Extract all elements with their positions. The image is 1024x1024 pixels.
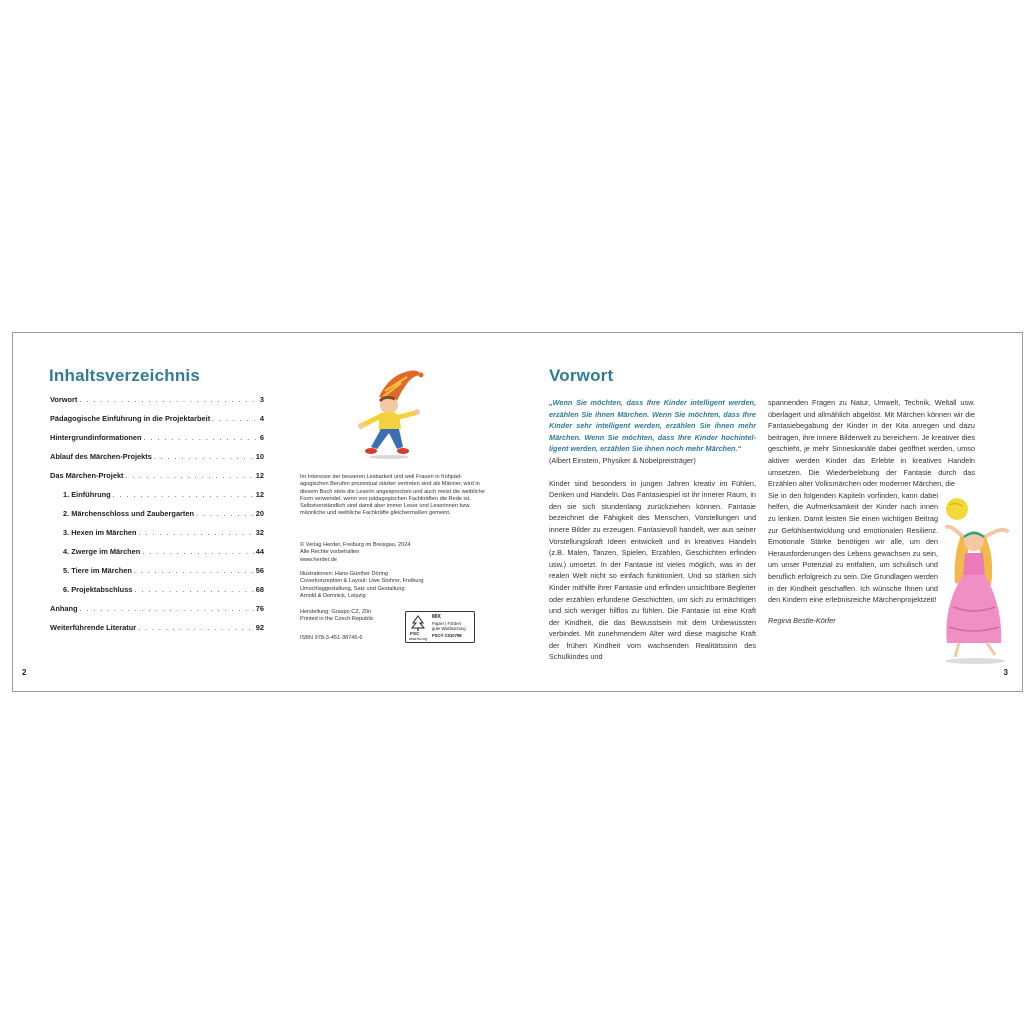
toc-dot-leader (138, 623, 254, 632)
toc-entry (50, 509, 264, 528)
toc-dot-leader (144, 433, 258, 442)
toc-entry (50, 623, 264, 642)
printed-in-line: Printed in the Czech Republic (300, 616, 374, 623)
foreword-column-1 (549, 397, 756, 663)
fsc-tree-icon (410, 615, 426, 631)
toc-entry (50, 433, 264, 452)
toc-entry-label: Ablauf des Märchen-Projekts (50, 452, 152, 461)
toc-entry (50, 528, 264, 547)
toc-entry-page: 92 (255, 623, 264, 632)
toc-entry-page: 3 (259, 395, 264, 404)
toc-entry-page: 44 (255, 547, 264, 556)
toc-entry (50, 414, 264, 433)
toc-entry-label: 5. Tiere im Märchen (63, 566, 132, 575)
body-text-col1: Kinder sind besonders in jungen Jahren kreativ im Fühlen, Denken und Handeln. Das Fantasiespiel ist ihr innerer Raum, in den sie sich stundenlang zurückziehen können. Fantasie bezeichnet die Fähigkeit des Menschen, Vorstellungen und innere Bilder zu erzeugen. Fantasievoll handelt, wer aus seiner Vorstellungskraft Ideen entwickelt und in kreatives Handeln (z.B. Malen, Tanzen, Spielen, Erzählen, Geschichten erfinden usw.) umsetzt. In der Fantasie ist vieles möglich, was in der realen Welt nicht so einfach funktioniert. Und so stärken sich Kinder mithilfe ihrer Fantasie und erfinden unsichtbare Begleiter oder erzählen erfundene Geschichten, um sich zu ermächtigen und sich weniger hilflos zu fühlen. Die Fantasie ist eine Kraft der Kindheit, die das Bewusstsein mit dem Unbewussten verbindet. Mit zunehmendem Alter wird diese magische Kraft der frühen Kindheit vom wachsenden Realitätssinn des Schulkindes und (549, 478, 756, 662)
toc-entry (50, 471, 264, 490)
copyright-block (300, 542, 410, 564)
toc-dot-leader (79, 395, 258, 404)
author-signature: Regina Bestle-Körfer (768, 615, 836, 625)
toc-entry-label: 1. Einführung (63, 490, 111, 499)
fsc-code: FSC® C010798 (432, 633, 462, 638)
toc-entry-label: 4. Zwerge im Märchen (63, 547, 141, 556)
toc-entry-label: 6. Projektabschluss (63, 585, 133, 594)
design-credit-company: Arnold & Domnick, Leipzig (300, 592, 366, 599)
toc-title: Inhaltsverzeichnis (49, 366, 200, 385)
toc-entry (50, 566, 264, 585)
gender-note: Im Interesse der besseren Lesbarkeit und weil Frauen in frühpäd-agogischen Berufen prozentual stärker vertreten sind als Männer, wird in diesem Buch stets die Leserin angesprochen und auch meist die weibliche Form verwendet, wenn von pädagogischen Fachkräften die Rede ist. Selbstverständlich sind damit aber immer Leser und Leserinnen bzw. männliche und weibliche Fachkräfte gleichermaßen gemeint. (300, 474, 485, 517)
toc-entry (50, 585, 264, 604)
toc-dot-leader (142, 547, 254, 556)
page-number-right: 3 (1003, 668, 1008, 677)
production-line: Herstellung: Graspo CZ, Zlín (300, 609, 372, 615)
boy-illustration (349, 369, 427, 461)
toc-dot-leader (134, 585, 253, 594)
toc-dot-leader (139, 528, 254, 537)
toc-dot-leader (154, 452, 254, 461)
toc-entry-label: Hintergrundinformationen (50, 433, 142, 442)
toc-entry (50, 452, 264, 471)
quote-source: (Albert Einstein, Physiker & Nobelpreisträger) (549, 455, 696, 465)
toc-entry-label: Vorwort (50, 395, 78, 404)
toc-entry-label: Das Märchen-Projekt (50, 471, 124, 480)
toc-entry-label: Pädagogische Einführung in die Projektarbeit (50, 414, 211, 423)
einstein-quote: „Wenn Sie möchten, dass Ihre Kinder intelligent werden, erzählen Sie ihnen Märchen. Wenn Sie möchten, dass Ihre Kinder sehr intelligent werden, erzählen Sie ihnen mehr Märchen. Wenn Sie möchten, dass Ihre Kinder hochintel-ligent werden, erzählen Sie ihnen noch mehr Märchen.“ (549, 398, 756, 454)
print-block (300, 609, 374, 624)
toc-dot-leader (126, 471, 254, 480)
princess-illustration (923, 497, 1015, 667)
toc-entry-page: 76 (255, 604, 264, 613)
toc-entry-label: 3. Hexen im Märchen (63, 528, 137, 537)
rights-line: Alle Rechte vorbehalten (300, 549, 360, 556)
toc-entry-page: 20 (255, 509, 264, 518)
design-credit: Umschlaggestaltung, Satz und Gestaltung: (300, 585, 407, 592)
isbn: ISBN 978-3-451-38745-6 (300, 635, 363, 641)
toc-dot-leader (134, 566, 254, 575)
toc-entry-page: 68 (255, 585, 264, 594)
toc-entry-page: 56 (255, 566, 264, 575)
page-number-left: 2 (22, 668, 27, 677)
toc-entry (50, 395, 264, 414)
toc-entry-label: Anhang (50, 604, 78, 613)
toc-entry (50, 547, 264, 566)
body-text-col2b: Sie in den folgenden Kapiteln vorfinden, kann dabei helfen, die Aufmerksamkeit der Kinder nach innen zu lenken. Damit leisten Sie einen wichtigen Beitrag zur Gefühlsentwicklung und emotionalen Resilienz. Emotionale Stärke benötigen wir alle, um den Herausforderungen des Lebens gewachsen zu sein, um unser Potenzial zu entfalten, um schulisch und beruflich erfolgreich zu sein. Die Grundlagen werden in der Kindheit geschaffen. Ich wünsche Ihnen und den Kindern eine erlebnisreiche Märchenprojektzeit! (768, 490, 938, 605)
fsc-logo-text: FSC (410, 632, 420, 637)
toc-entry-page: 6 (259, 433, 264, 442)
fsc-url: www.fsc.org (409, 637, 428, 641)
table-of-contents (50, 395, 264, 642)
toc-dot-leader (80, 604, 254, 613)
toc-entry (50, 604, 264, 623)
toc-dot-leader (196, 509, 254, 518)
fsc-line2: gute Waldnutzung (432, 626, 466, 631)
toc-entry-page: 12 (255, 471, 264, 480)
fsc-label (405, 611, 475, 643)
publisher-url: www.herder.de (300, 556, 338, 563)
foreword-title: Vorwort (549, 366, 614, 385)
body-text-col2a: spannenden Fragen zu Natur, Umwelt, Technik, Weltall usw. überlagert und allmählich abgelöst. Mit Märchen können wir die Fantasiebegabung der Kinder in der Kita anregen und dazu beitragen, ihre innere Bilderwelt zu bereichern. Je kreativer dies geschieht, je mehr Sinneskanäle dabei geöffnet werden, umso aktiver werden Kinder das Erlebte in kreatives Handeln umsetzen. Die Wiederbelebung der Fantasie durch das Erzählen alter Volksmärchen oder moderner Märchen, die (768, 398, 975, 489)
copyright-line: © Verlag Herder, Freiburg im Breisgau, 2024 (300, 542, 411, 548)
toc-entry-label: 2. Märchenschloss und Zaubergarten (63, 509, 195, 518)
fsc-line1: Papier | Fördert (432, 621, 462, 626)
fsc-mix: MIX (432, 614, 441, 620)
layout-credit: Coverkonzeption & Layout: Uwe Stohrer, Freiburg (300, 578, 424, 585)
toc-entry-page: 4 (259, 414, 264, 423)
toc-entry-page: 10 (255, 452, 264, 461)
book-spread (12, 332, 1023, 692)
toc-dot-leader (212, 414, 258, 423)
toc-entry-label: Weiterführende Literatur (50, 623, 137, 632)
illustrations-credit: Illustrationen: Hans-Günther Döring (300, 571, 388, 577)
toc-dot-leader (113, 490, 254, 499)
credits-block (300, 571, 423, 600)
toc-entry-page: 32 (255, 528, 264, 537)
toc-entry (50, 490, 264, 509)
toc-entry-page: 12 (255, 490, 264, 499)
